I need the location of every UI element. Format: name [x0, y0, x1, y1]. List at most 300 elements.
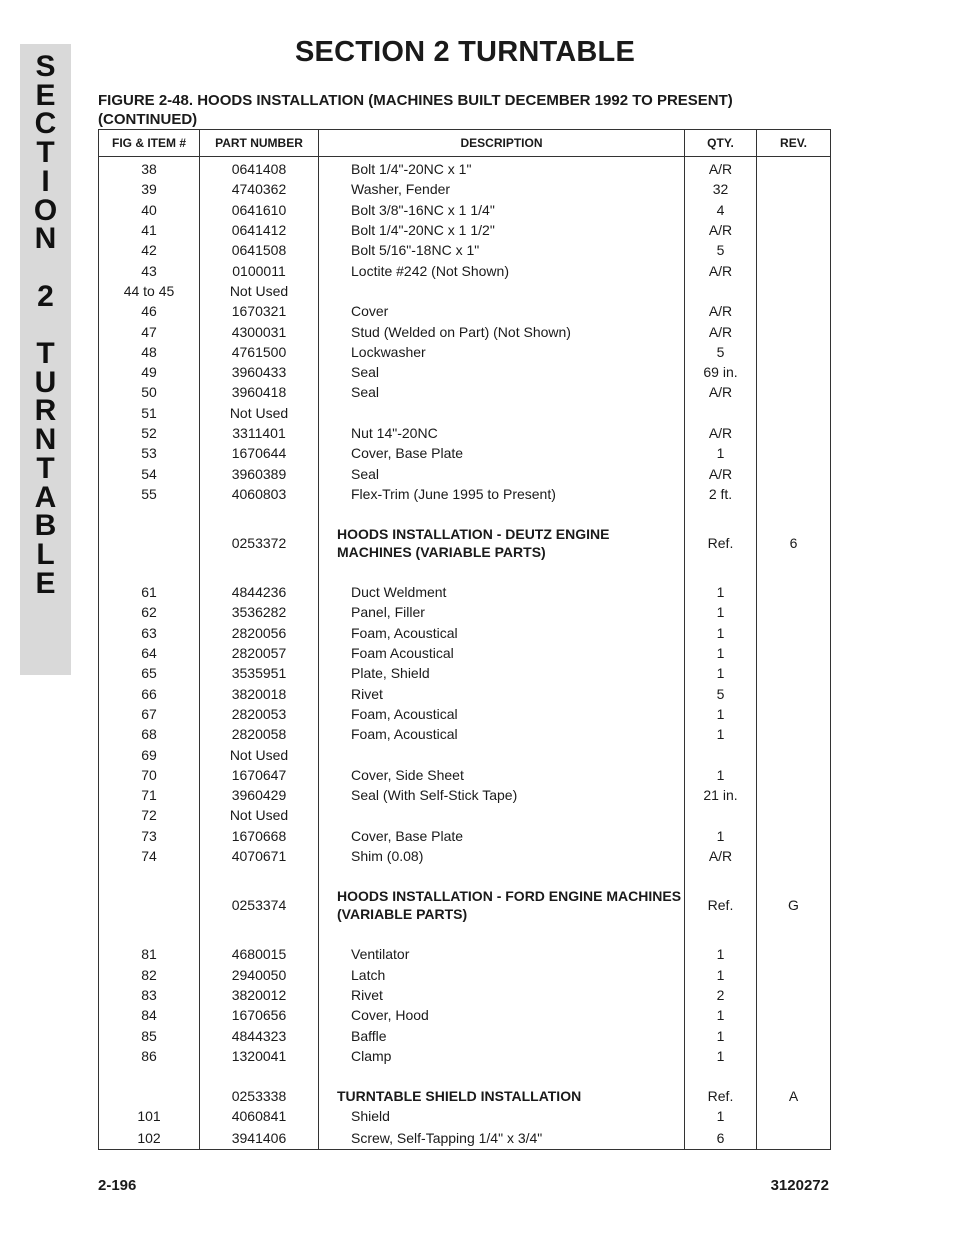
col-header-part-number: PART NUMBER: [200, 130, 319, 157]
description-cell: Rivet: [319, 985, 685, 1005]
figure-title: [98, 91, 818, 129]
description-cell: Bolt 1/4"-20NC x 1 1/2": [319, 220, 685, 240]
qty-cell: 5: [685, 342, 757, 362]
page-title: SECTION 2 TURNTABLE: [295, 36, 635, 68]
table-row: [99, 200, 831, 220]
table-row: [99, 1025, 831, 1045]
item-cell: 53: [99, 443, 200, 463]
part-number-cell: 0253338: [200, 1086, 319, 1106]
spacer-cell: [685, 1066, 757, 1086]
item-cell: 73: [99, 826, 200, 846]
item-cell: 52: [99, 423, 200, 443]
table-row: [99, 785, 831, 805]
parts-table: [98, 129, 831, 1150]
table-row: [99, 281, 831, 301]
item-cell: 65: [99, 663, 200, 683]
rev-cell: [757, 463, 831, 483]
part-number-cell: 2820057: [200, 643, 319, 663]
col-header-qty: QTY.: [685, 130, 757, 157]
item-cell: 86: [99, 1046, 200, 1066]
description-cell: Shim (0.08): [319, 846, 685, 866]
table-row: [99, 382, 831, 402]
part-number-cell: 4740362: [200, 179, 319, 199]
table-row: [99, 362, 831, 382]
description-cell: Stud (Welded on Part) (Not Shown): [319, 321, 685, 341]
description-cell: TURNTABLE SHIELD INSTALLATION: [319, 1086, 685, 1106]
part-number-cell: 1670656: [200, 1005, 319, 1025]
rev-cell: [757, 602, 831, 622]
qty-cell: 1: [685, 1106, 757, 1126]
item-cell: [99, 524, 200, 562]
part-number-cell: 4060803: [200, 484, 319, 504]
description-cell: Foam, Acoustical: [319, 623, 685, 643]
rev-cell: [757, 785, 831, 805]
item-cell: 55: [99, 484, 200, 504]
item-cell: 101: [99, 1106, 200, 1126]
spacer-cell: [200, 924, 319, 944]
qty-cell: A/R: [685, 220, 757, 240]
item-cell: 85: [99, 1025, 200, 1045]
item-cell: [99, 1086, 200, 1106]
table-row: [99, 403, 831, 423]
qty-cell: 1: [685, 602, 757, 622]
rev-cell: [757, 846, 831, 866]
table-row: [99, 724, 831, 744]
description-cell: Seal (With Self-Stick Tape): [319, 785, 685, 805]
side-tab-letter: B: [34, 509, 57, 543]
table-row: [99, 744, 831, 764]
figure-title-line-1: FIGURE 2-48. HOODS INSTALLATION (MACHINES BUILT DECEMBER 1992 TO PRESENT): [98, 92, 733, 109]
part-number-cell: 1320041: [200, 1046, 319, 1066]
part-number-cell: 2820056: [200, 623, 319, 643]
part-number-cell: 0641610: [200, 200, 319, 220]
table-row: [99, 582, 831, 602]
rev-cell: [757, 321, 831, 341]
description-cell: Washer, Fender: [319, 179, 685, 199]
description-cell: Cover, Base Plate: [319, 826, 685, 846]
table-row: [99, 301, 831, 321]
spacer-cell: [319, 924, 685, 944]
description-cell: Panel, Filler: [319, 602, 685, 622]
side-tab-letter: A: [34, 480, 57, 514]
description-cell: [319, 403, 685, 423]
table-row: [99, 1106, 831, 1126]
spacer-cell: [200, 866, 319, 886]
spacer-cell: [200, 1066, 319, 1086]
item-cell: 46: [99, 301, 200, 321]
item-cell: 51: [99, 403, 200, 423]
description-cell: Cover, Hood: [319, 1005, 685, 1025]
rev-cell: [757, 826, 831, 846]
description-cell: Seal: [319, 362, 685, 382]
section-side-tab: [20, 44, 71, 675]
item-cell: 48: [99, 342, 200, 362]
spacer-cell: [685, 562, 757, 582]
rev-cell: [757, 985, 831, 1005]
part-number-cell: 1670644: [200, 443, 319, 463]
table-row: [99, 260, 831, 280]
table-row: [99, 602, 831, 622]
table-row: [99, 443, 831, 463]
side-tab-letter: E: [35, 78, 56, 112]
qty-cell: 1: [685, 663, 757, 683]
table-spacer-row: [99, 504, 831, 524]
rev-cell: [757, 944, 831, 964]
spacer-cell: [319, 866, 685, 886]
part-number-cell: 4680015: [200, 944, 319, 964]
spacer-cell: [200, 504, 319, 524]
table-row: [99, 240, 831, 260]
item-cell: 66: [99, 684, 200, 704]
part-number-cell: 4844236: [200, 582, 319, 602]
rev-cell: [757, 301, 831, 321]
part-number-cell: 3535951: [200, 663, 319, 683]
col-header-rev: REV.: [757, 130, 831, 157]
description-cell: Bolt 1/4"-20NC x 1": [319, 157, 685, 180]
item-cell: 63: [99, 623, 200, 643]
rev-cell: G: [757, 886, 831, 924]
rev-cell: [757, 1046, 831, 1066]
qty-cell: A/R: [685, 157, 757, 180]
page-number: 2-196: [98, 1177, 137, 1194]
qty-cell: Ref.: [685, 886, 757, 924]
part-number-cell: 3960389: [200, 463, 319, 483]
item-cell: 38: [99, 157, 200, 180]
col-header-description: DESCRIPTION: [319, 130, 685, 157]
qty-cell: 1: [685, 1046, 757, 1066]
table-row: [99, 944, 831, 964]
side-tab-letter: N: [34, 222, 57, 256]
part-number-cell: 3311401: [200, 423, 319, 443]
item-cell: 81: [99, 944, 200, 964]
item-cell: 41: [99, 220, 200, 240]
spacer-cell: [685, 866, 757, 886]
qty-cell: A/R: [685, 301, 757, 321]
table-row: [99, 643, 831, 663]
table-row: [99, 663, 831, 683]
qty-cell: [685, 744, 757, 764]
qty-cell: 5: [685, 684, 757, 704]
spacer-cell: [319, 1066, 685, 1086]
table-group-row: [99, 886, 831, 924]
table-row: [99, 1127, 831, 1150]
description-cell: Bolt 3/8"-16NC x 1 1/4": [319, 200, 685, 220]
table-row: [99, 704, 831, 724]
part-number-cell: 3820012: [200, 985, 319, 1005]
part-number-cell: 4761500: [200, 342, 319, 362]
table-row: [99, 423, 831, 443]
description-cell: Foam, Acoustical: [319, 724, 685, 744]
table-spacer-row: [99, 866, 831, 886]
spacer-cell: [685, 924, 757, 944]
rev-cell: [757, 1025, 831, 1045]
side-tab-letter: 2: [37, 279, 54, 313]
description-cell: Screw, Self-Tapping 1/4" x 3/4": [319, 1127, 685, 1150]
table-header-row: [99, 130, 831, 157]
qty-cell: Ref.: [685, 1086, 757, 1106]
qty-cell: 1: [685, 1005, 757, 1025]
part-number-cell: Not Used: [200, 403, 319, 423]
description-cell: HOODS INSTALLATION - FORD ENGINE MACHINES (VARIABLE PARTS): [319, 886, 685, 924]
rev-cell: [757, 582, 831, 602]
table-row: [99, 220, 831, 240]
rev-cell: [757, 643, 831, 663]
description-cell: Flex-Trim (June 1995 to Present): [319, 484, 685, 504]
side-tab-letter: T: [36, 337, 55, 370]
part-number-cell: 1670321: [200, 301, 319, 321]
item-cell: 40: [99, 200, 200, 220]
description-cell: Loctite #242 (Not Shown): [319, 260, 685, 280]
qty-cell: 2 ft.: [685, 484, 757, 504]
part-number-cell: 3960418: [200, 382, 319, 402]
qty-cell: A/R: [685, 321, 757, 341]
part-number-cell: 0253372: [200, 524, 319, 562]
description-cell: Bolt 5/16"-18NC x 1": [319, 240, 685, 260]
table-row: [99, 157, 831, 180]
document-number: 3120272: [770, 1177, 829, 1194]
part-number-cell: Not Used: [200, 744, 319, 764]
spacer-cell: [99, 1066, 200, 1086]
qty-cell: [685, 805, 757, 825]
rev-cell: [757, 724, 831, 744]
table-row: [99, 1005, 831, 1025]
item-cell: 102: [99, 1127, 200, 1150]
description-cell: Cover, Base Plate: [319, 443, 685, 463]
qty-cell: [685, 281, 757, 301]
table-row: [99, 463, 831, 483]
side-tab-letter: E: [35, 566, 56, 600]
qty-cell: [685, 403, 757, 423]
part-number-cell: 4300031: [200, 321, 319, 341]
part-number-cell: 1670647: [200, 765, 319, 785]
side-tab-letter: N: [34, 423, 57, 457]
figure-title-line-2: (CONTINUED): [98, 111, 198, 128]
table-row: [99, 965, 831, 985]
item-cell: 70: [99, 765, 200, 785]
description-cell: Shield: [319, 1106, 685, 1126]
rev-cell: [757, 965, 831, 985]
qty-cell: 1: [685, 765, 757, 785]
table-spacer-row: [99, 562, 831, 582]
rev-cell: [757, 1005, 831, 1025]
part-number-cell: 4060841: [200, 1106, 319, 1126]
rev-cell: [757, 805, 831, 825]
qty-cell: 4: [685, 200, 757, 220]
item-cell: 68: [99, 724, 200, 744]
part-number-cell: 0253374: [200, 886, 319, 924]
side-tab-letter: T: [36, 136, 55, 170]
description-cell: Foam, Acoustical: [319, 704, 685, 724]
item-cell: 49: [99, 362, 200, 382]
table-row: [99, 985, 831, 1005]
description-cell: [319, 805, 685, 825]
rev-cell: [757, 1127, 831, 1150]
rev-cell: [757, 423, 831, 443]
qty-cell: Ref.: [685, 524, 757, 562]
item-cell: 47: [99, 321, 200, 341]
qty-cell: 1: [685, 965, 757, 985]
spacer-cell: [99, 504, 200, 524]
side-tab-letter: L: [36, 537, 55, 571]
qty-cell: 5: [685, 240, 757, 260]
table-row: [99, 826, 831, 846]
spacer-cell: [319, 504, 685, 524]
qty-cell: 1: [685, 944, 757, 964]
spacer-cell: [99, 866, 200, 886]
qty-cell: 1: [685, 704, 757, 724]
qty-cell: 2: [685, 985, 757, 1005]
table-row: [99, 846, 831, 866]
part-number-cell: 0641508: [200, 240, 319, 260]
item-cell: 72: [99, 805, 200, 825]
qty-cell: 1: [685, 724, 757, 744]
part-number-cell: Not Used: [200, 805, 319, 825]
table-row: [99, 623, 831, 643]
item-cell: 84: [99, 1005, 200, 1025]
spacer-cell: [757, 1066, 831, 1086]
description-cell: Cover, Side Sheet: [319, 765, 685, 785]
rev-cell: [757, 260, 831, 280]
description-cell: [319, 744, 685, 764]
spacer-cell: [99, 562, 200, 582]
rev-cell: 6: [757, 524, 831, 562]
side-tab-letter: O: [33, 193, 58, 227]
rev-cell: [757, 281, 831, 301]
qty-cell: 6: [685, 1127, 757, 1150]
table-row: [99, 1046, 831, 1066]
spacer-cell: [757, 866, 831, 886]
spacer-cell: [99, 924, 200, 944]
table-row: [99, 684, 831, 704]
item-cell: 82: [99, 965, 200, 985]
description-cell: Plate, Shield: [319, 663, 685, 683]
qty-cell: A/R: [685, 423, 757, 443]
side-tab-letter: C: [34, 107, 57, 141]
side-tab-letter: S: [35, 50, 56, 83]
item-cell: 42: [99, 240, 200, 260]
qty-cell: 1: [685, 1025, 757, 1045]
rev-cell: [757, 240, 831, 260]
description-cell: Ventilator: [319, 944, 685, 964]
rev-cell: [757, 443, 831, 463]
description-cell: Foam Acoustical: [319, 643, 685, 663]
description-cell: HOODS INSTALLATION - DEUTZ ENGINE MACHINES (VARIABLE PARTS): [319, 524, 685, 562]
rev-cell: A: [757, 1086, 831, 1106]
description-cell: [319, 281, 685, 301]
item-cell: 50: [99, 382, 200, 402]
part-number-cell: 4844323: [200, 1025, 319, 1045]
table-row: [99, 805, 831, 825]
col-header-item: FIG & ITEM #: [99, 130, 200, 157]
description-cell: Seal: [319, 463, 685, 483]
qty-cell: 1: [685, 623, 757, 643]
rev-cell: [757, 179, 831, 199]
item-cell: 43: [99, 260, 200, 280]
rev-cell: [757, 157, 831, 180]
description-cell: Lockwasher: [319, 342, 685, 362]
table-row: [99, 484, 831, 504]
qty-cell: 69 in.: [685, 362, 757, 382]
table-row: [99, 765, 831, 785]
part-number-cell: 0100011: [200, 260, 319, 280]
rev-cell: [757, 484, 831, 504]
part-number-cell: 3820018: [200, 684, 319, 704]
description-cell: Duct Weldment: [319, 582, 685, 602]
rev-cell: [757, 342, 831, 362]
rev-cell: [757, 623, 831, 643]
item-cell: 71: [99, 785, 200, 805]
qty-cell: 32: [685, 179, 757, 199]
rev-cell: [757, 403, 831, 423]
qty-cell: 21 in.: [685, 785, 757, 805]
item-cell: 83: [99, 985, 200, 1005]
description-cell: Latch: [319, 965, 685, 985]
spacer-cell: [200, 562, 319, 582]
spacer-cell: [757, 504, 831, 524]
table-row: [99, 179, 831, 199]
rev-cell: [757, 765, 831, 785]
part-number-cell: 0641412: [200, 220, 319, 240]
item-cell: 69: [99, 744, 200, 764]
rev-cell: [757, 200, 831, 220]
rev-cell: [757, 744, 831, 764]
part-number-cell: 1670668: [200, 826, 319, 846]
item-cell: 44 to 45: [99, 281, 200, 301]
spacer-cell: [685, 504, 757, 524]
part-number-cell: 2940050: [200, 965, 319, 985]
item-cell: 54: [99, 463, 200, 483]
side-tab-letter: T: [36, 451, 55, 485]
item-cell: 64: [99, 643, 200, 663]
item-cell: 39: [99, 179, 200, 199]
part-number-cell: 3536282: [200, 602, 319, 622]
table-group-row: [99, 1086, 831, 1106]
item-cell: [99, 886, 200, 924]
qty-cell: 1: [685, 826, 757, 846]
part-number-cell: 3960433: [200, 362, 319, 382]
part-number-cell: Not Used: [200, 281, 319, 301]
qty-cell: A/R: [685, 846, 757, 866]
spacer-cell: [319, 562, 685, 582]
part-number-cell: 0641408: [200, 157, 319, 180]
spacer-cell: [757, 924, 831, 944]
item-cell: 61: [99, 582, 200, 602]
qty-cell: 1: [685, 643, 757, 663]
item-cell: 74: [99, 846, 200, 866]
qty-cell: 1: [685, 443, 757, 463]
rev-cell: [757, 382, 831, 402]
table-row: [99, 321, 831, 341]
description-cell: Clamp: [319, 1046, 685, 1066]
description-cell: Baffle: [319, 1025, 685, 1045]
item-cell: 62: [99, 602, 200, 622]
qty-cell: A/R: [685, 463, 757, 483]
rev-cell: [757, 1106, 831, 1126]
item-cell: 67: [99, 704, 200, 724]
rev-cell: [757, 663, 831, 683]
description-cell: Nut 14"-20NC: [319, 423, 685, 443]
table-spacer-row: [99, 1066, 831, 1086]
spacer-cell: [757, 562, 831, 582]
part-number-cell: 3941406: [200, 1127, 319, 1150]
side-tab-letter: U: [34, 365, 57, 399]
part-number-cell: 3960429: [200, 785, 319, 805]
qty-cell: A/R: [685, 260, 757, 280]
rev-cell: [757, 704, 831, 724]
part-number-cell: 2820058: [200, 724, 319, 744]
side-tab-letter: I: [41, 164, 50, 198]
part-number-cell: 2820053: [200, 704, 319, 724]
